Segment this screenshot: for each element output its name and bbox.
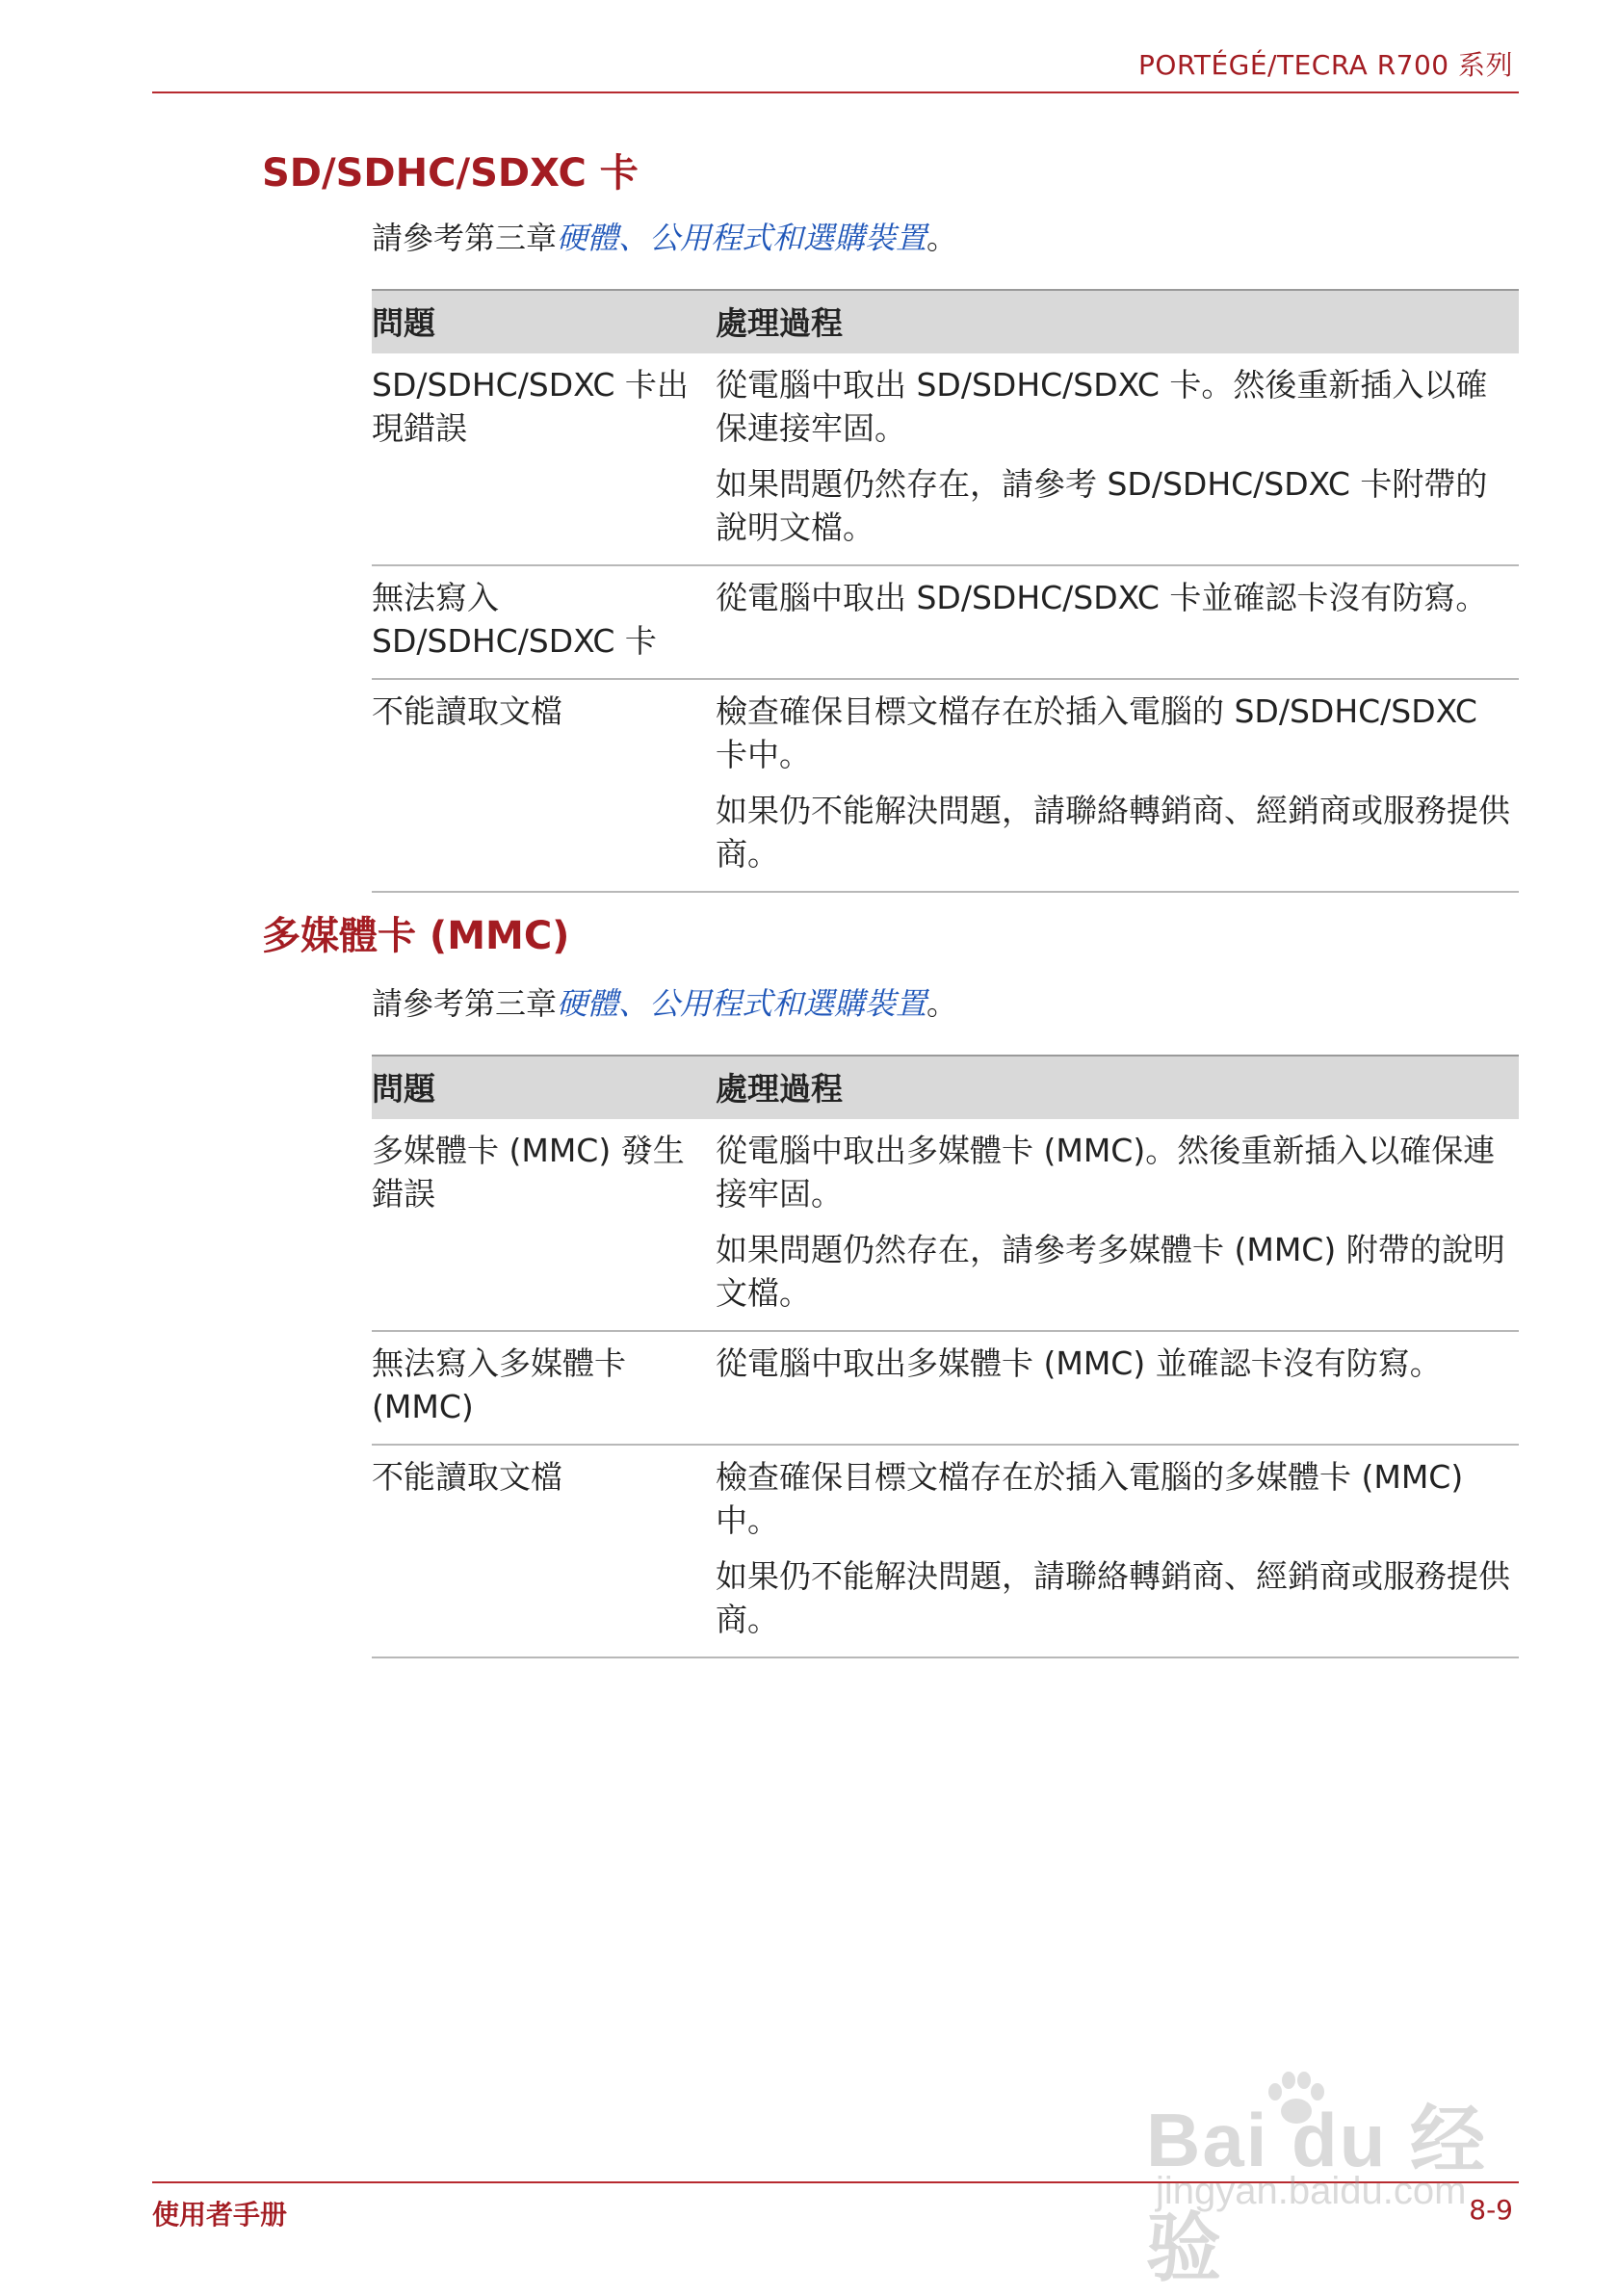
procedure-cell — [716, 1119, 1519, 1331]
procedure-step: 如果問題仍然存在，請參考多媒體卡 (MMC) 附帶的說明文檔。 — [716, 1231, 1505, 1312]
problem-text: 不能讀取文檔 — [372, 692, 562, 730]
baidu-watermark — [1146, 2071, 1522, 2290]
section-intro-mmc — [372, 979, 957, 1024]
procedure-step: 從電腦中取出 SD/SDHC/SDXC 卡並確認卡沒有防寫。 — [716, 579, 1488, 616]
section-intro-sd — [372, 214, 957, 258]
table-header-row — [372, 290, 1519, 353]
table-row — [372, 1445, 1519, 1657]
running-header: PORTÉGÉ/TECRA R700 系列 — [1138, 49, 1513, 81]
intro-text: 請參考第三章 — [372, 985, 558, 1022]
intro-end: 。 — [926, 220, 958, 256]
procedure-step: 檢查確保目標文檔存在於插入電腦的 SD/SDHC/SDXC 卡中。 — [716, 692, 1477, 773]
problem-cell — [372, 353, 716, 565]
procedure-cell — [716, 565, 1519, 679]
problem-text: 無法寫入多媒體卡 (MMC) — [372, 1344, 626, 1425]
watermark-brand: Bai du 经验 — [1146, 2098, 1488, 2290]
problem-cell — [372, 679, 716, 892]
problem-cell — [372, 1445, 716, 1657]
problem-cell — [372, 565, 716, 679]
intro-text: 請參考第三章 — [372, 220, 558, 256]
watermark-url: jingyan.baidu.com — [1156, 2170, 1467, 2212]
procedure-cell — [716, 353, 1519, 565]
problem-cell — [372, 1331, 716, 1445]
header-divider — [152, 91, 1519, 93]
problem-text: 多媒體卡 (MMC) 發生錯誤 — [372, 1132, 685, 1213]
chapter-link[interactable]: 硬體、公用程式和選購裝置 — [557, 220, 927, 256]
chapter-link[interactable]: 硬體、公用程式和選購裝置 — [557, 985, 927, 1022]
procedure-cell — [716, 1445, 1519, 1657]
section-title-mmc: 多媒體卡 (MMC) — [262, 914, 570, 958]
intro-end: 。 — [926, 985, 958, 1022]
column-header-procedure: 處理過程 — [716, 290, 1519, 353]
section-title-sd: SD/SDHC/SDXC 卡 — [262, 151, 639, 196]
column-header-problem: 問題 — [372, 290, 716, 353]
table-row — [372, 565, 1519, 679]
column-header-procedure: 處理過程 — [716, 1056, 1519, 1119]
table-row — [372, 679, 1519, 892]
problem-cell — [372, 1119, 716, 1331]
table-row — [372, 1331, 1519, 1445]
column-header-problem: 問題 — [372, 1056, 716, 1119]
procedure-step: 如果仍不能解決問題，請聯絡轉銷商、經銷商或服務提供商。 — [716, 792, 1510, 873]
footer-manual-title: 使用者手册 — [152, 2199, 288, 2231]
procedure-step: 從電腦中取出 SD/SDHC/SDXC 卡。然後重新插入以確保連接牢固。 — [716, 366, 1488, 447]
procedure-cell — [716, 1331, 1519, 1445]
page-number: 8-9 — [1469, 2194, 1513, 2226]
procedure-step: 檢查確保目標文檔存在於插入電腦的多媒體卡 (MMC) 中。 — [716, 1458, 1464, 1539]
troubleshooting-table-sd — [372, 289, 1519, 893]
procedure-step: 從電腦中取出多媒體卡 (MMC)。然後重新插入以確保連接牢固。 — [716, 1132, 1496, 1213]
procedure-step: 如果仍不能解決問題，請聯絡轉銷商、經銷商或服務提供商。 — [716, 1557, 1510, 1638]
problem-text: 無法寫入 SD/SDHC/SDXC 卡 — [372, 579, 657, 660]
table-header-row — [372, 1056, 1519, 1119]
table-row — [372, 353, 1519, 565]
procedure-step: 如果問題仍然存在，請參考 SD/SDHC/SDXC 卡附帶的說明文檔。 — [716, 465, 1488, 546]
problem-text: 不能讀取文檔 — [372, 1458, 562, 1496]
troubleshooting-table-mmc — [372, 1055, 1519, 1658]
procedure-step: 從電腦中取出多媒體卡 (MMC) 並確認卡沒有防寫。 — [716, 1344, 1442, 1382]
problem-text: SD/SDHC/SDXC 卡出現錯誤 — [372, 366, 689, 447]
procedure-cell — [716, 679, 1519, 892]
table-row — [372, 1119, 1519, 1331]
